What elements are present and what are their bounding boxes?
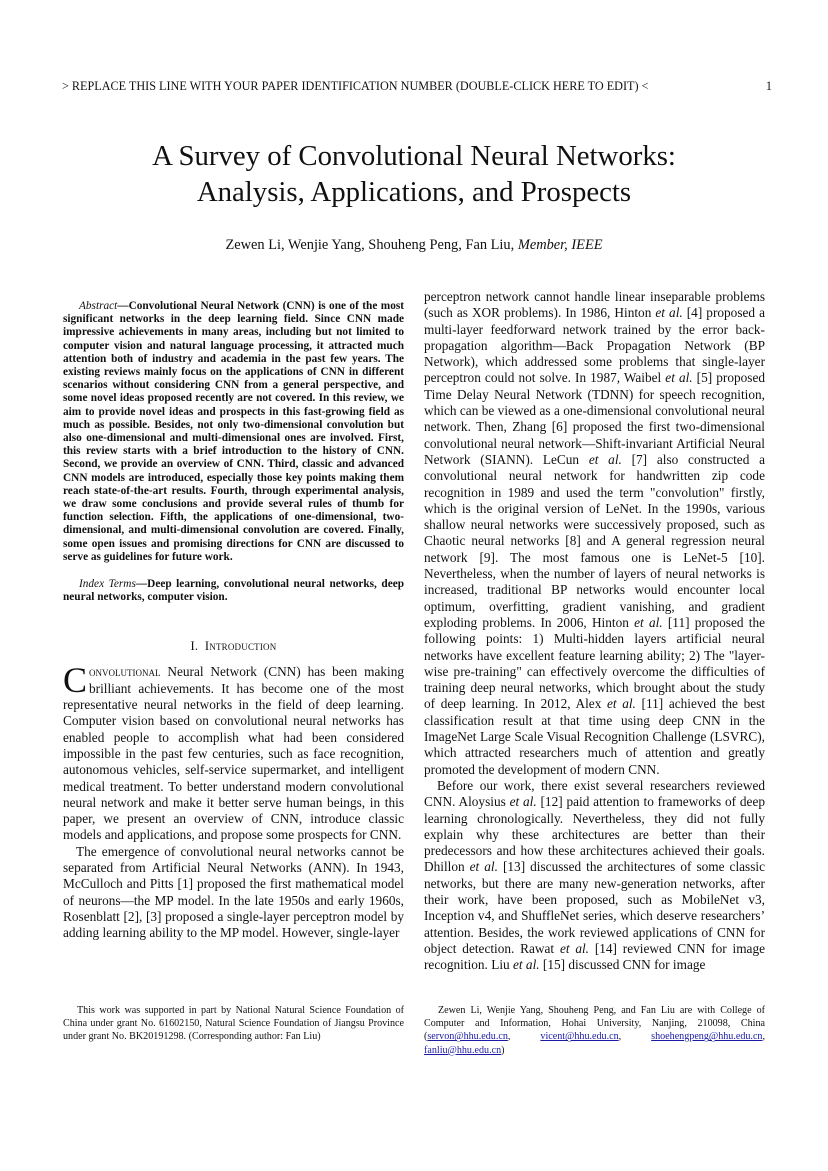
text-run: [11] achieved the best classification result at that time using deep CNN in the ImageNet Large Scale Visual Recognition Challenge (LSVRC), which attracted researchers much of attention and greatly promoted the development of modern CNN. bbox=[424, 696, 765, 777]
et-al: et al. bbox=[513, 957, 540, 973]
email-link[interactable]: fanliu@hhu.edu.cn bbox=[424, 1044, 502, 1056]
index-terms-text: —Deep learning, convolutional neural networks, deep neural networks, computer vision. bbox=[63, 578, 404, 604]
left-column bbox=[63, 300, 404, 942]
email-link[interactable]: vicent@hhu.edu.cn bbox=[540, 1031, 619, 1043]
text-run: [15] discussed CNN for image bbox=[539, 957, 706, 973]
intro-first-word: onvolutional bbox=[89, 664, 161, 680]
et-al: et al. bbox=[606, 696, 636, 712]
page-number: 1 bbox=[765, 79, 772, 93]
et-al: et al. bbox=[559, 940, 590, 956]
index-terms bbox=[63, 578, 404, 604]
footnote-funding: This work was supported in part by National Natural Science Foundation of China under grant No. 61602150, Natural Science Foundation of Jiangsu Province under grant No. BK20191298. (Corresponding author: Fan Liu) bbox=[63, 1005, 404, 1043]
text-run: [4] proposed a multi-layer feedforward network trained by the error back-propagation algorithm—Back Propagation Network (BP Network), which addressed some problems that single-layer perceptron could not solve. In 1987, Waibel bbox=[424, 305, 765, 386]
section-heading-introduction bbox=[63, 639, 404, 654]
text-run: Before our work, there exist several researchers reviewed CNN. Aloysius bbox=[424, 777, 765, 810]
text-run: [14] reviewed CNN for image recognition. Liu bbox=[424, 940, 765, 973]
author-membership: Member, IEEE bbox=[517, 237, 603, 253]
email-link[interactable]: servon@hhu.edu.cn bbox=[427, 1031, 508, 1043]
et-al: et al. bbox=[634, 614, 663, 630]
abstract-lead: Abstract bbox=[79, 300, 118, 312]
et-al: et al. bbox=[509, 794, 537, 810]
running-head-text: > REPLACE THIS LINE WITH YOUR PAPER IDENTIFICATION NUMBER (DOUBLE-CLICK HERE TO EDIT) < bbox=[62, 79, 649, 93]
text-run: [5] proposed Time Delay Neural Network (TDNN) for speech recognition, which can be viewed as a one-dimensional convolutional neural network. Then, Zhang [6] proposed the first two-dimensional convolutional neural network—Shift-invariant Artificial Neural Network (SIANN). LeCun bbox=[424, 370, 765, 467]
text-run: [12] paid attention to frameworks of deep learning chronologically. Nevertheless, they did not fully explain why these architectures are better than their predecessors and how these architectures achieved their goals. Dhillon bbox=[424, 794, 765, 875]
right-paragraph-1 bbox=[424, 289, 765, 778]
intro-paragraph-2: The emergence of convolutional neural networks cannot be separated from Artificial Neural Networks (ANN). In 1943, McCulloch and Pitts [1] proposed the first mathematical model of neurons—the MP model. In the late 1950s and early 1960s, Rosenblatt [2], [3] proposed a single-layer perceptron model by adding learning ability to the MP model. However, single-layer bbox=[63, 843, 404, 941]
title-line-2: Analysis, Applications, and Prospects bbox=[196, 176, 632, 208]
et-al: et al. bbox=[588, 451, 622, 467]
et-al: et al. bbox=[655, 305, 683, 321]
drop-cap: C bbox=[63, 660, 88, 701]
abstract bbox=[63, 300, 404, 564]
et-al: et al. bbox=[665, 370, 693, 386]
right-column bbox=[424, 289, 765, 973]
et-al: et al. bbox=[469, 859, 498, 875]
index-terms-lead: Index Terms bbox=[79, 578, 136, 591]
title-line-1: A Survey of Convolutional Neural Networks: bbox=[152, 140, 676, 172]
footnote-affiliation: Zewen Li, Wenjie Yang, Shouheng Peng, and Fan Liu are with College of Computer and Information, Hohai University, Nanjing, 210098, China (servon@hhu.edu.cn, vicent@hhu.edu.cn, shoehengpeng@hhu.edu.cn, fanliu@hhu.edu.cn) bbox=[424, 1005, 766, 1056]
intro-p1-text: Neural Network (CNN) has been making brilliant achievements. It has become one of the most representative neural networks in the field of deep learning. Computer vision based on convolutional neural networks has enabled people to accomplish what had been considered impossible in the past few centuries, such as face recognition, autonomous vehicles, self-service supermarket, and intelligent medical treatment. To better understand modern convolutional neural network and make it better serve human beings, in this paper, we present an overview of CNN, introduce classic models and applications, and propose some prospects for CNN. bbox=[63, 664, 404, 843]
intro-paragraph-1 bbox=[63, 660, 404, 843]
section-title: Introduction bbox=[204, 639, 277, 654]
author-list bbox=[60, 237, 768, 254]
text-run: perceptron network cannot handle linear inseparable problems (such as XOR problems). In 1986, Hinton bbox=[424, 289, 765, 321]
text-run: [13] discussed the architectures of some classic networks, but there are many new-generation networks, after their work, have been proposed, such as MobileNet v3, Inception v4, and ShuffleNet series, which deserve researchers’ attention. Besides, the work reviewed applications of CNN for object detection. Rawat bbox=[424, 859, 765, 956]
abstract-text: —Convolutional Neural Network (CNN) is one of the most significant networks in the deep learning field. Since CNN made impressive achievements in many areas, including but not limited to computer vision and natural language processing, it attracted much attention both of industry and academia in the past few years. The existing reviews mainly focus on the applications of CNN in different scenarios without considering CNN from a general perspective, and some novel ideas proposed recently are not covered. In this review, we aim to provide novel ideas and prospects in this fast-growing field as much as possible. Besides, not only two-dimensional convolution but also one-dimensional and multi-dimensional ones are involved. First, this review starts with a brief introduction to the history of CNN. Second, we provide an overview of CNN. Third, classic and advanced CNN models are introduced, especially those key points making them reach state-of-the-art results. Fourth, through experimental analysis, we draw some conclusions and provide several rules of thumb for function selection. Fifth, the applications of one-dimensional, two-dimensional, and multi-dimensional convolution are covered. Finally, some open issues and promising directions for CNN are discussed to serve as guidelines for future work. bbox=[63, 300, 404, 563]
right-paragraph-2 bbox=[424, 778, 765, 974]
running-header bbox=[62, 79, 772, 94]
author-names: Zewen Li, Wenjie Yang, Shouheng Peng, Fan Liu, bbox=[225, 237, 515, 253]
text-run: [7] also constructed a convolutional neural network for handwritten zip code recognition in 1989 and used the term "convolution" firstly, which is the original version of LeNet. In the 1990s, various shallow neural networks were successively proposed, such as Chaotic neural networks [8] and A general regression neural network [9]. The most famous one is LeNet-5 [10]. Nevertheless, when the number of layers of neural networks is increased, traditional BP networks would encounter local optimum, overfitting, gradient vanishing, and gradient exploding problems. In 2006, Hinton bbox=[424, 451, 765, 630]
section-number: I. bbox=[190, 639, 199, 654]
text-run: [11] proposed the following points: 1) Multi-hidden layers artificial neural networks have excellent feature learning ability; 2) The "layer-wise pre-training" can effectively overcome the difficulties of training deep neural networks, which brought about the study of deep learning. In 2012, Alex bbox=[424, 614, 766, 712]
email-link[interactable]: shoehengpeng@hhu.edu.cn bbox=[651, 1031, 763, 1043]
affiliation-close: ) bbox=[501, 1044, 505, 1056]
affiliation-text: Zewen Li, Wenjie Yang, Shouheng Peng, and Fan Liu are with College of Computer and Information, Hohai University, Nanjing, 210098, China ( bbox=[424, 1005, 765, 1043]
paper-title bbox=[60, 138, 768, 210]
